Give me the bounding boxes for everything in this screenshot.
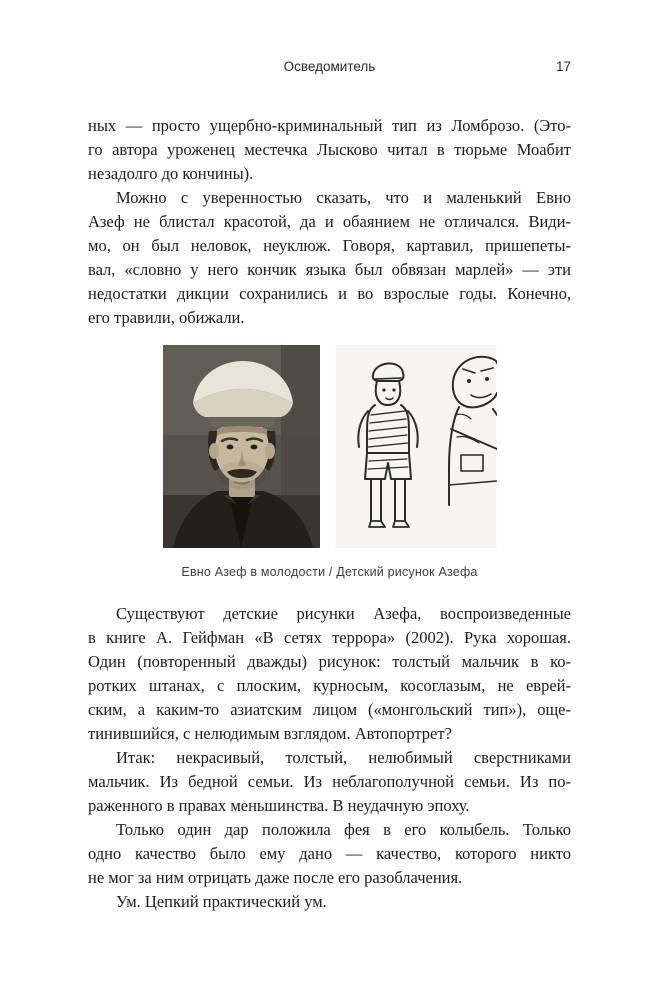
- text-line: мо, он был неловок, неуклюж. Говоря, картавил, пришепеты-: [88, 236, 571, 255]
- text-line: не мог за ним отрицать даже после его разоблачения.: [88, 868, 463, 887]
- text-line: недостатки дикции сохранились и во взрослые годы. Конечно,: [88, 284, 571, 303]
- text-line: Азеф не блистал красотой, да и обаянием не отличался. Види-: [88, 212, 571, 231]
- text-line: го автора уроженец местечка Лысково читал в тюрьме Моабит: [88, 140, 571, 159]
- text-line: ротких штанах, с плоским, курносым, косоглазым, не еврей-: [88, 676, 571, 695]
- paragraph: [88, 818, 571, 890]
- running-head: [88, 0, 571, 75]
- text-line: Ум. Цепкий практический ум.: [116, 892, 327, 911]
- paragraph: [88, 602, 571, 746]
- text-line: в книге А. Гейфман «В сетях террора» (2002). Рука хорошая.: [88, 628, 571, 647]
- text-block-bottom: [88, 602, 571, 914]
- text-line: мальчик. Из бедной семьи. Из неблагополучной семьи. Из по-: [88, 772, 571, 791]
- text-line: раженного в правах меньшинства. В неудачную эпоху.: [88, 796, 470, 815]
- azef-photo: [163, 345, 320, 548]
- paragraph: [88, 746, 571, 818]
- text-line: ским, а каким-то азиатским лицом («монгольский тип»), още-: [88, 700, 571, 719]
- paragraph: [88, 186, 571, 330]
- text-line: незадолго до кончины).: [88, 164, 254, 183]
- paragraph: [88, 890, 571, 914]
- text-line: Существуют детские рисунки Азефа, воспроизведенные: [116, 604, 571, 623]
- text-line: ных — просто ущербно-криминальный тип из Ломброзо. (Это-: [88, 116, 571, 135]
- paragraph: [88, 114, 571, 186]
- azef-child-drawing: [335, 345, 497, 548]
- text-line: его травили, обижали.: [88, 308, 245, 327]
- text-block-top: [88, 114, 571, 330]
- running-title: Осведомитель: [283, 59, 376, 74]
- page-number: 17: [555, 59, 571, 74]
- figure-row: [88, 345, 571, 548]
- text-line: Итак: некрасивый, толстый, нелюбимый сверстниками: [116, 748, 571, 767]
- text-line: Только один дар положила фея в его колыбель. Только: [116, 820, 571, 839]
- text-line: Можно с уверенностью сказать, что и маленький Евно: [116, 188, 571, 207]
- text-line: вал, «словно у него кончик языка был обвязан марлей» — эти: [88, 260, 571, 279]
- text-line: одно качество было ему дано — качество, которого никто: [88, 844, 571, 863]
- text-line: тинившийся, с нелюдимым взглядом. Автопортрет?: [88, 724, 452, 743]
- text-line: Один (повторенный дважды) рисунок: толстый мальчик в ко-: [88, 652, 571, 671]
- image-caption: Евно Азеф в молодости / Детский рисунок Азефа: [181, 565, 478, 579]
